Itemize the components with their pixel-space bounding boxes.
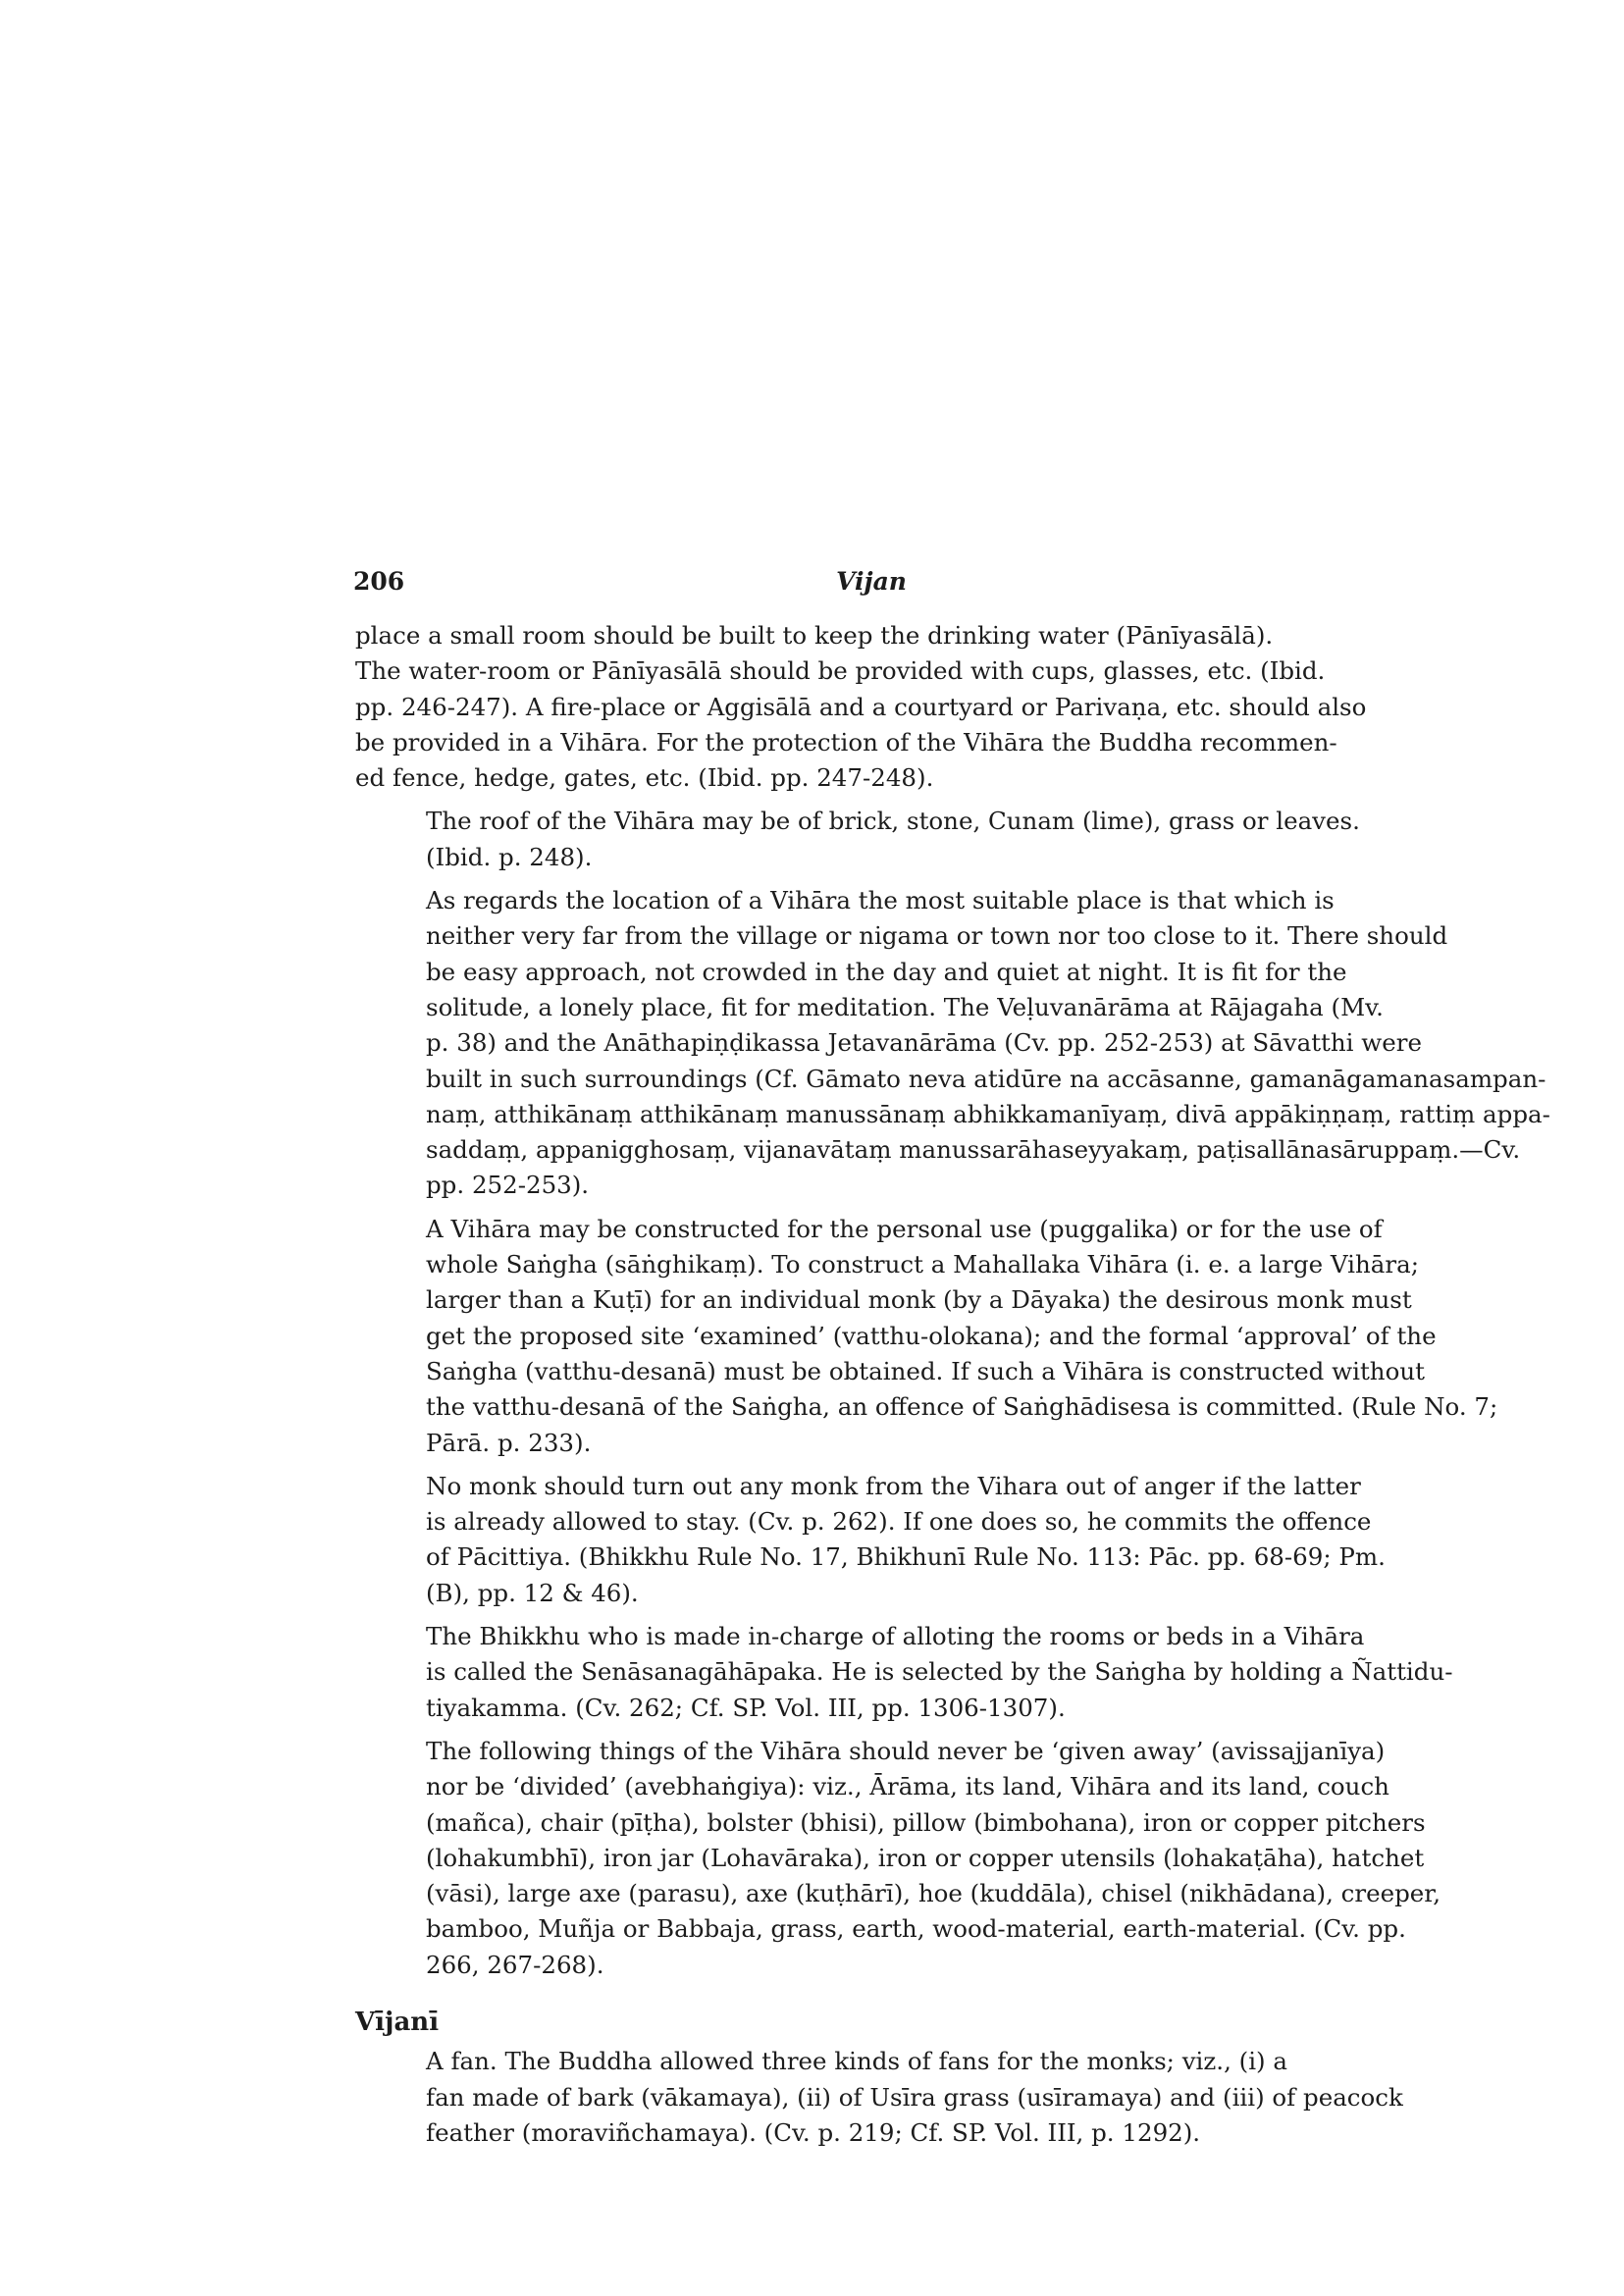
text-line: saddaṃ, appanigghosaṃ, vijanavātaṃ manussarāhaseyyakaṃ, paṭisallānasāruppaṃ.—Cv. <box>426 1135 1521 1165</box>
text-line: No monk should turn out any monk from the Vihara out of anger if the latter <box>426 1471 1361 1500</box>
text-line: 266, 267-268). <box>426 1950 604 1979</box>
text-line: feather (moraviñchamaya). (Cv. p. 219; Cf. SP. Vol. III, p. 1292). <box>426 2117 1201 2147</box>
text-line: larger than a Kuṭī) for an individual monk (by a Dāyaka) the desirous monk must <box>426 1285 1412 1315</box>
text-line: get the proposed site ‘examined’ (vatthu-olokana); and the formal ‘approval’ of the <box>426 1321 1437 1350</box>
text-line: pp. 246-247). A fire-place or Aggisālā and a courtyard or Parivaṇa, etc. should also <box>355 692 1367 721</box>
text-line: The following things of the Vihāra should never be ‘given away’ (avissajjanīya) <box>426 1736 1386 1765</box>
text-line: be provided in a Vihāra. For the protection of the Vihāra the Buddha recommen- <box>355 727 1337 757</box>
text-line: The water-room or Pānīyasālā should be provided with cups, glasses, etc. (Ibid. <box>355 656 1326 686</box>
text-line: of Pācittiya. (Bhikkhu Rule No. 17, Bhikhunī Rule No. 113: Pāc. pp. 68-69; Pm. <box>426 1542 1386 1572</box>
text-line: tiyakamma. (Cv. 262; Cf. SP. Vol. III, pp. 1306-1307). <box>426 1693 1066 1722</box>
paragraph-location <box>355 883 1550 1204</box>
text-line: As regards the location of a Vihāra the most suitable place is that which is <box>426 886 1335 915</box>
running-title: Vijan <box>836 567 907 596</box>
text-line: bamboo, Muñja or Babbaja, grass, earth, wood-material, earth-material. (Cv. pp. <box>426 1914 1406 1944</box>
paragraph-water-room <box>355 618 1389 796</box>
text-line: is already allowed to stay. (Cv. p. 262). If one does so, he commits the offence <box>426 1507 1372 1537</box>
text-line: naṃ, atthikānaṃ atthikānaṃ manussānaṃ abhikkamanīyaṃ, divā appākiṇṇaṃ, rattiṃ appa- <box>426 1099 1550 1128</box>
text-line: pp. 252-253). <box>426 1171 590 1200</box>
text-line: (mañca), chair (pīṭha), bolster (bhisi), pillow (bimbohana), iron or copper pitchers <box>426 1807 1426 1837</box>
text-line: nor be ‘divided’ (avebhaṅgiya): viz., Ārāma, its land, Vihāra and its land, couch <box>426 1772 1389 1801</box>
text-line: The Bhikkhu who is made in-charge of alloting the rooms or beds in a Vihāra <box>426 1622 1365 1651</box>
text-line: The roof of the Vihāra may be of brick, stone, Cunam (lime), grass or leaves. <box>426 807 1360 836</box>
text-line: (Ibid. p. 248). <box>426 842 593 871</box>
text-line: built in such surroundings (Cf. Gāmato neva atidūre na accāsanne, gamanāgamanasampan- <box>426 1064 1546 1093</box>
paragraph-fan <box>355 2044 1403 2151</box>
body-text <box>355 618 1550 2159</box>
paragraph-inalienable-things <box>355 1734 1441 1983</box>
page-header <box>353 567 1389 606</box>
text-line: fan made of bark (vākamaya), (ii) of Usīra grass (usīramaya) and (iii) of peacock <box>426 2082 1403 2112</box>
text-line: ed fence, hedge, gates, etc. (Ibid. pp. 247-248). <box>355 763 934 793</box>
text-line: A fan. The Buddha allowed three kinds of fans for the monks; viz., (i) a <box>426 2047 1288 2076</box>
text-line: Saṅgha (vatthu-desanā) must be obtained. If such a Vihāra is constructed without <box>426 1356 1425 1385</box>
paragraph-allotment <box>355 1619 1453 1726</box>
text-line: (B), pp. 12 & 46). <box>426 1578 639 1607</box>
text-line: be easy approach, not crowded in the day and quiet at night. It is fit for the <box>426 957 1347 986</box>
text-line: is called the Senāsanagāhāpaka. He is selected by the Saṅgha by holding a Ñattidu- <box>426 1657 1453 1687</box>
text-line: neither very far from the village or nigama or town nor too close to it. There should <box>426 921 1448 951</box>
text-line: (vāsi), large axe (parasu), axe (kuṭhārī), hoe (kuddāla), chisel (nikhādana), creeper, <box>426 1879 1441 1908</box>
paragraph-construction <box>355 1212 1498 1461</box>
text-line: whole Saṅgha (sāṅghikaṃ). To construct a Mahallaka Vihāra (i. e. a large Vihāra; <box>426 1250 1419 1279</box>
text-line: solitude, a lonely place, fit for meditation. The Veḷuvanārāma at Rājagaha (Mv. <box>426 992 1384 1021</box>
text-line: place a small room should be built to keep the drinking water (Pānīyasālā). <box>355 621 1274 650</box>
paragraph-eviction <box>355 1469 1389 1611</box>
text-line: the vatthu-desanā of the Saṅgha, an offence of Saṅghādisesa is committed. (Rule No. 7; <box>426 1392 1498 1422</box>
text-line: p. 38) and the Anāthapiṇḍikassa Jetavanārāma (Cv. pp. 252-253) at Sāvatthi were <box>426 1028 1422 1058</box>
text-line: A Vihāra may be constructed for the personal use (puggalika) or for the use of <box>426 1214 1383 1243</box>
paragraph-roof <box>355 804 1389 875</box>
text-line: Pārā. p. 233). <box>426 1428 592 1457</box>
text-line: (lohakumbhī), iron jar (Lohavāraka), iron or copper utensils (lohakaṭāha), hatchet <box>426 1843 1425 1872</box>
page-number: 206 <box>353 567 405 596</box>
entry-heading: Vījanī <box>355 2007 440 2037</box>
